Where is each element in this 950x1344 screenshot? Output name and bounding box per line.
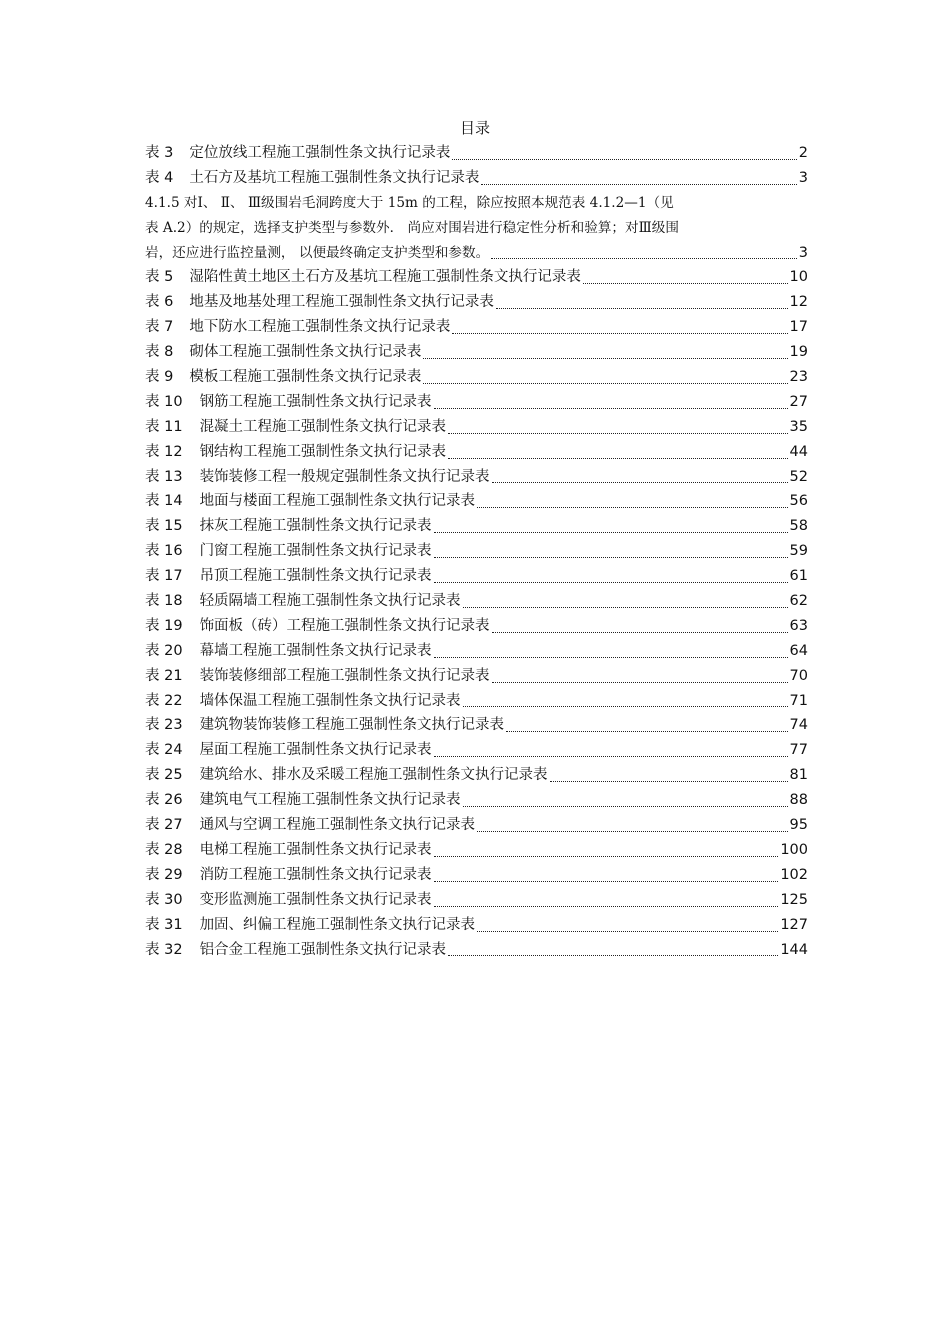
toc-entry[interactable] — [145, 141, 808, 166]
toc-entry-number: 表 9 — [145, 369, 174, 386]
toc-page-number: 127 — [780, 916, 808, 933]
toc-paragraph-entry[interactable] — [145, 191, 808, 266]
toc-entry[interactable] — [145, 689, 808, 714]
toc-entry-title: 钢筋工程施工强制性条文执行记录表 — [199, 393, 432, 410]
toc-entry-title: 装饰装修工程一般规定强制性条文执行记录表 — [199, 468, 490, 485]
dot-leader — [481, 166, 796, 191]
toc-entry-number: 表 29 — [145, 866, 183, 883]
toc-page-number: 27 — [789, 393, 808, 410]
toc-entry-number: 表 3 — [145, 145, 174, 161]
toc-entry[interactable] — [145, 813, 808, 838]
toc-heading: 目录 — [459, 119, 490, 137]
toc-entry[interactable] — [145, 913, 808, 938]
toc-entry-number: 表 10 — [145, 393, 183, 410]
dot-leader — [477, 913, 778, 938]
toc-entry-number: 表 25 — [145, 767, 183, 784]
toc-entry-title: 铝合金工程施工强制性条文执行记录表 — [199, 941, 447, 958]
toc-page-number: 3 — [798, 169, 808, 186]
toc-entry-number: 表 18 — [145, 593, 183, 610]
toc-entry-title: 砌体工程施工强制性条文执行记录表 — [189, 344, 422, 361]
toc-entry-number: 表 19 — [145, 617, 183, 634]
toc-page-number: 125 — [780, 891, 808, 908]
dot-leader — [477, 489, 787, 514]
dot-leader — [496, 290, 788, 315]
toc-entry[interactable] — [145, 315, 808, 340]
toc-entry-number: 表 21 — [145, 667, 183, 684]
toc-page-number: 44 — [789, 443, 808, 460]
dot-leader — [492, 465, 788, 490]
toc-entry-title: 模板工程施工强制性条文执行记录表 — [189, 369, 422, 386]
toc-page-number: 59 — [789, 543, 808, 560]
toc-page-number: 88 — [789, 792, 808, 809]
toc-entry-number: 表 5 — [145, 269, 174, 286]
toc-entry[interactable] — [145, 465, 808, 490]
toc-page-number: 71 — [789, 692, 808, 709]
toc-entry-title: 地下防水工程施工强制性条文执行记录表 — [189, 319, 451, 336]
dot-leader — [434, 888, 779, 913]
toc-page-number: 74 — [789, 717, 808, 734]
toc-page-number: 12 — [789, 294, 808, 311]
toc-entry[interactable] — [145, 888, 808, 913]
toc-entry-title: 建筑给水、排水及采暖工程施工强制性条文执行记录表 — [199, 767, 548, 784]
toc-entry-number: 表 27 — [145, 817, 183, 834]
toc-paragraph-last-line — [145, 241, 808, 266]
toc-entry[interactable] — [145, 440, 808, 465]
toc-entry-number: 表 11 — [145, 418, 183, 435]
toc-entry[interactable] — [145, 738, 808, 763]
dot-leader — [492, 614, 788, 639]
dot-leader — [434, 838, 779, 863]
toc-page-number: 70 — [789, 667, 808, 684]
toc-entry-title: 吊顶工程施工强制性条文执行记录表 — [199, 568, 432, 585]
toc-entry-title: 电梯工程施工强制性条文执行记录表 — [199, 841, 432, 858]
toc-page-number: 56 — [789, 493, 808, 510]
dot-leader — [448, 440, 787, 465]
toc-entry[interactable] — [145, 415, 808, 440]
toc-entry[interactable] — [145, 340, 808, 365]
toc-entry-title: 湿陷性黄土地区土石方及基坑工程施工强制性条文执行记录表 — [189, 269, 581, 286]
toc-page-number: 81 — [789, 767, 808, 784]
dot-leader — [463, 589, 788, 614]
toc-entry-number: 表 17 — [145, 568, 183, 585]
toc-entry-number: 表 8 — [145, 344, 174, 361]
dot-leader — [448, 415, 787, 440]
toc-entry-title: 饰面板（砖）工程施工强制性条文执行记录表 — [199, 617, 490, 634]
toc-entry[interactable] — [145, 763, 808, 788]
toc-entry[interactable] — [145, 290, 808, 315]
dot-leader — [463, 788, 788, 813]
dot-leader — [477, 813, 787, 838]
toc-page-number: 100 — [780, 841, 808, 858]
dot-leader — [434, 514, 788, 539]
toc-page-number: 62 — [789, 593, 808, 610]
toc-entry-title: 建筑物装饰装修工程施工强制性条文执行记录表 — [199, 717, 505, 734]
toc-entry[interactable] — [145, 514, 808, 539]
toc-page-number: 52 — [789, 468, 808, 485]
dot-leader — [492, 664, 788, 689]
toc-entry-number: 表 26 — [145, 792, 183, 809]
toc-entry[interactable] — [145, 539, 808, 564]
toc-entry-number: 表 31 — [145, 916, 183, 933]
toc-entry-title: 幕墙工程施工强制性条文执行记录表 — [199, 642, 432, 659]
toc-entry[interactable] — [145, 664, 808, 689]
toc-entry-number: 表 6 — [145, 294, 174, 311]
toc-entry-number: 表 14 — [145, 493, 183, 510]
dot-leader — [434, 863, 779, 888]
toc-entry-title: 地基及地基处理工程施工强制性条文执行记录表 — [189, 294, 494, 311]
toc-entry-title: 土石方及基坑工程施工强制性条文执行记录表 — [189, 169, 480, 186]
dot-leader — [452, 315, 787, 340]
toc-page-number: 95 — [789, 817, 808, 834]
toc-entry[interactable] — [145, 589, 808, 614]
toc-entry[interactable] — [145, 614, 808, 639]
toc-entry[interactable] — [145, 564, 808, 589]
dot-leader — [583, 265, 788, 290]
dot-leader — [423, 365, 787, 390]
toc-entry[interactable] — [145, 489, 808, 514]
toc-entries-after — [145, 265, 808, 962]
toc-entry[interactable] — [145, 166, 808, 191]
dot-leader — [434, 390, 788, 415]
dot-leader — [423, 340, 787, 365]
toc-entry[interactable] — [145, 390, 808, 415]
toc-paragraph-line: 表 A.2）的规定，选择支护类型与参数外． 尚应对围岩进行稳定性分析和验算；对Ⅲ级围 — [145, 219, 679, 236]
toc-entry-title: 通风与空调工程施工强制性条文执行记录表 — [199, 817, 476, 834]
toc-page-number: 23 — [789, 369, 808, 386]
toc-page-number: 19 — [789, 344, 808, 361]
dot-leader — [434, 539, 788, 564]
dot-leader — [448, 938, 778, 963]
dot-leader — [434, 564, 788, 589]
toc-entry-title: 门窗工程施工强制性条文执行记录表 — [199, 543, 432, 560]
toc-entry-number: 表 7 — [145, 319, 174, 336]
toc-entry-number: 表 12 — [145, 443, 183, 460]
toc-entry-number: 表 4 — [145, 169, 174, 186]
toc-entries-before — [145, 141, 808, 191]
dot-leader — [452, 141, 796, 166]
toc-page-number: 61 — [789, 568, 808, 585]
toc-page-number: 58 — [789, 518, 808, 535]
toc-page-number: 3 — [798, 244, 808, 261]
toc-entry-number: 表 24 — [145, 742, 183, 759]
toc-entry-title: 消防工程施工强制性条文执行记录表 — [199, 866, 432, 883]
toc-entry-title: 墙体保温工程施工强制性条文执行记录表 — [199, 692, 461, 709]
toc-entry-title: 抹灰工程施工强制性条文执行记录表 — [199, 518, 432, 535]
toc-entry-title: 变形监测施工强制性条文执行记录表 — [199, 891, 432, 908]
toc-entry[interactable] — [145, 713, 808, 738]
toc-entry[interactable] — [145, 838, 808, 863]
toc-entry-title: 地面与楼面工程施工强制性条文执行记录表 — [199, 493, 476, 510]
dot-leader — [434, 639, 788, 664]
toc-entry[interactable] — [145, 265, 808, 290]
toc-entry-number: 表 32 — [145, 941, 183, 958]
toc-entry-title: 屋面工程施工强制性条文执行记录表 — [199, 742, 432, 759]
toc-entry-number: 表 22 — [145, 692, 183, 709]
toc-page-number: 144 — [780, 941, 808, 958]
toc-entry-number: 表 30 — [145, 891, 183, 908]
toc-entry[interactable] — [145, 863, 808, 888]
toc-entry[interactable] — [145, 938, 808, 963]
toc-entry-title: 混凝土工程施工强制性条文执行记录表 — [199, 418, 447, 435]
dot-leader — [550, 763, 788, 788]
toc-page-number: 2 — [798, 145, 808, 161]
dot-leader — [434, 738, 788, 763]
table-of-contents — [145, 141, 808, 962]
toc-entry-title: 定位放线工程施工强制性条文执行记录表 — [189, 145, 451, 161]
toc-entry-number: 表 20 — [145, 642, 183, 659]
toc-entry-number: 表 15 — [145, 518, 183, 535]
toc-page-number: 64 — [789, 642, 808, 659]
toc-page-number: 63 — [789, 617, 808, 634]
toc-entry-number: 表 16 — [145, 543, 183, 560]
toc-entry-title: 建筑电气工程施工强制性条文执行记录表 — [199, 792, 461, 809]
toc-entry-title: 钢结构工程施工强制性条文执行记录表 — [199, 443, 447, 460]
toc-page-number: 102 — [780, 866, 808, 883]
toc-page-number: 17 — [789, 319, 808, 336]
toc-page-number: 77 — [789, 742, 808, 759]
dot-leader — [463, 689, 788, 714]
toc-page-number: 35 — [789, 418, 808, 435]
toc-paragraph-line: 岩，还应进行监控量测， 以便最终确定支护类型和参数。 — [145, 244, 490, 261]
toc-page-number: 10 — [789, 269, 808, 286]
toc-entry[interactable] — [145, 788, 808, 813]
toc-entry[interactable] — [145, 639, 808, 664]
toc-entry-title: 加固、纠偏工程施工强制性条文执行记录表 — [199, 916, 476, 933]
toc-paragraph-line: 4.1.5 对Ⅰ、 Ⅱ、 Ⅲ级围岩毛洞跨度大于 15m 的工程，除应按照本规范表 4.1.2—1（见 — [145, 194, 674, 211]
toc-entry-title: 装饰装修细部工程施工强制性条文执行记录表 — [199, 667, 490, 684]
toc-entry-number: 表 13 — [145, 468, 183, 485]
toc-entry[interactable] — [145, 365, 808, 390]
dot-leader — [491, 241, 797, 266]
toc-entry-title: 轻质隔墙工程施工强制性条文执行记录表 — [199, 593, 461, 610]
toc-entry-number: 表 28 — [145, 841, 183, 858]
toc-entry-number: 表 23 — [145, 717, 183, 734]
dot-leader — [506, 713, 787, 738]
